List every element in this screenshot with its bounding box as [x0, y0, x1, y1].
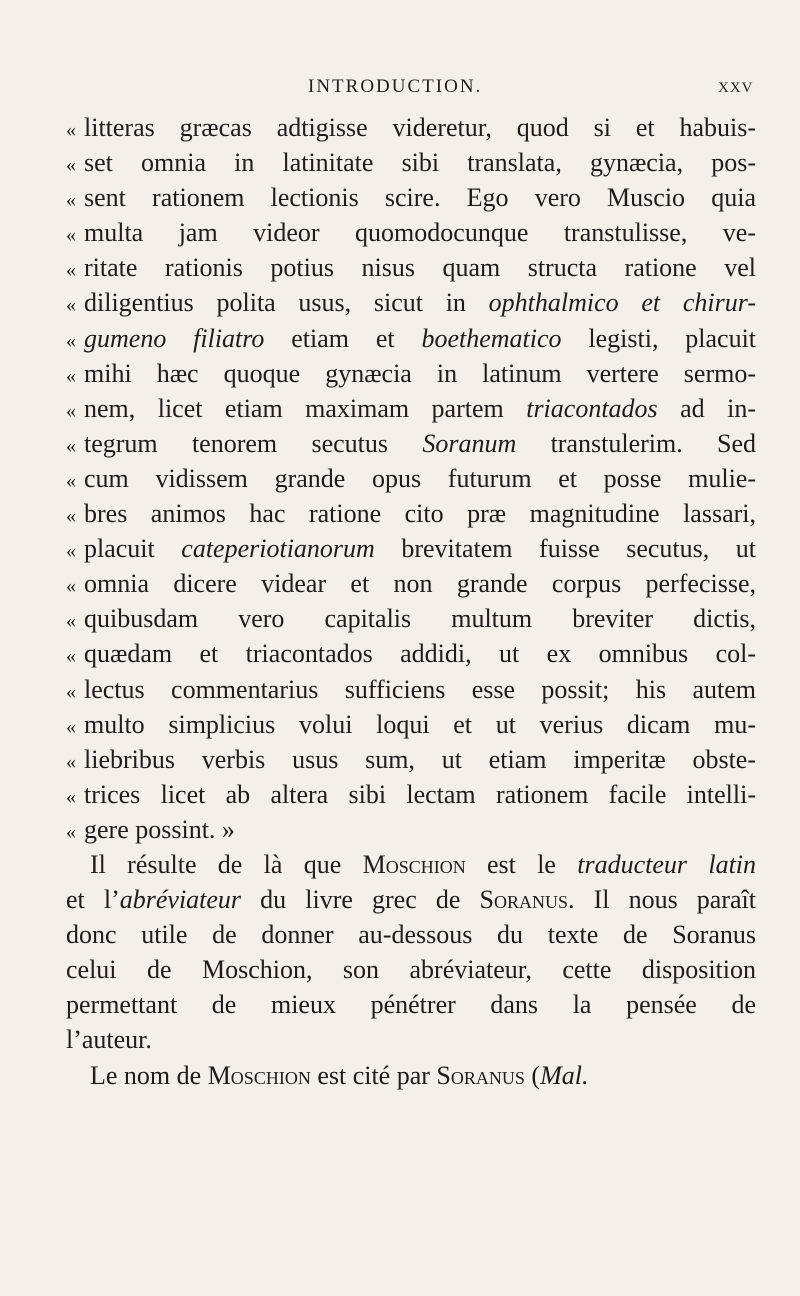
paragraph-line: donc utile de donner au-dessous du texte de Soranus — [66, 920, 756, 950]
paragraph-line: Il résulte de là que Moschion est le traducteur latin — [90, 849, 757, 879]
text-line: « set omnia in latinitate sibi translata, gynæcia, pos- — [66, 148, 756, 178]
paragraph-line: permettant de mieux pénétrer dans la pensée de — [66, 990, 756, 1020]
text-line: « omnia dicere videar et non grande corpus perfecisse, — [66, 569, 756, 599]
paragraph-line: et l’abréviateur du livre grec de Soranus. Il nous paraît — [66, 885, 756, 915]
running-title: INTRODUCTION. — [308, 76, 483, 97]
text-line: « gere possint. » — [66, 814, 235, 844]
text-line: « tegrum tenorem secutus Soranum transtulerim. Sed — [66, 428, 757, 458]
paragraph-line: celui de Moschion, son abréviateur, cette disposition — [66, 955, 756, 985]
text-line: « multo simplicius volui loqui et ut verius dicam mu- — [66, 709, 756, 739]
text-line: « bres animos hac ratione cito præ magnitudine lassari, — [66, 499, 756, 529]
text-line: « multa jam videor quomodocunque transtulisse, ve- — [66, 218, 756, 248]
text-line: « placuit cateperiotianorum brevitatem fuisse secutus, ut — [66, 534, 757, 564]
text-line: « liebribus verbis usus sum, ut etiam imperitæ obste- — [66, 744, 756, 774]
page-header — [0, 76, 800, 106]
page-number: XXV — [718, 80, 754, 96]
text-line: « quibusdam vero capitalis multum breviter dictis, — [66, 604, 756, 634]
page-text — [66, 110, 756, 1093]
text-line: « sent rationem lectionis scire. Ego vero Muscio quia — [66, 183, 756, 213]
text-line: « nem, licet etiam maximam partem triacontados ad in- — [66, 393, 757, 423]
text-line: « lectus commentarius sufficiens esse possit; his autem — [66, 674, 756, 704]
paragraph-line: Le nom de Moschion est cité par Soranus (Mal. — [90, 1060, 589, 1090]
paragraph-line: l’auteur. — [66, 1025, 152, 1055]
text-line: « trices licet ab altera sibi lectam rationem facile intelli- — [66, 779, 756, 809]
text-line: « litteras græcas adtigisse videretur, quod si et habuis- — [66, 113, 756, 142]
text-line: « diligentius polita usus, sicut in ophthalmico et chirur- — [66, 288, 757, 318]
text-line: « mihi hæc quoque gynæcia in latinum vertere sermo- — [66, 358, 756, 388]
text-line: « gumeno filiatro etiam et boethematico legisti, placuit — [66, 323, 757, 353]
text-line: « quædam et triacontados addidi, ut ex omnibus col- — [66, 639, 756, 669]
text-line: « cum vidissem grande opus futurum et posse mulie- — [66, 463, 756, 493]
text-line: « ritate rationis potius nisus quam structa ratione vel — [66, 253, 756, 283]
